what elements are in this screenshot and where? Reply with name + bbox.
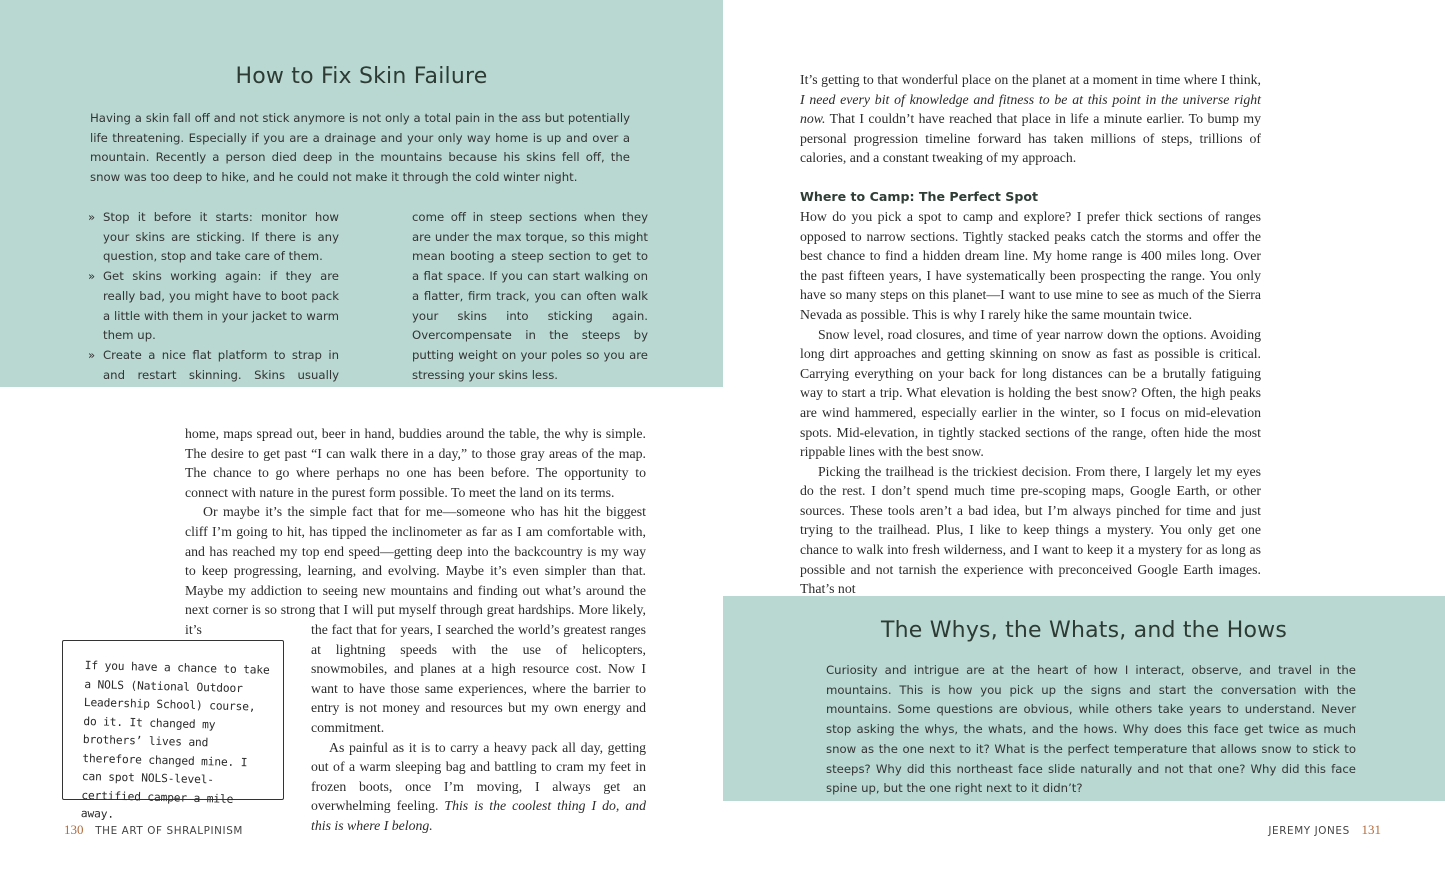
body-paragraph: home, maps spread out, beer in hand, buddies around the table, the why is simple. The desire to get past “I can walk there in a day,” to those gray areas of the map. The chance to go where perhaps no one has been before. The opportunity to connect with nature in the purest form possible. To meet the land on its terms. [185, 426, 646, 500]
whys-sidebar [723, 596, 1445, 801]
body-paragraph: How do you pick a spot to camp and explore? I prefer thick sections of ranges opposed to narrow sections. Tightly stacked peaks catch the storms and offer the best chance to find a hidden dream line. My home range is 400 miles long. Over the past fifteen years, I have systematically been prospecting the range. You only have so many steps on this planet—I want to use mine to see as much of the Sierra Nevada as possible. This is why I rarely hike the same mountain twice. [800, 208, 1261, 322]
left-body-wrap-text [311, 620, 646, 836]
skin-failure-sidebar [0, 0, 723, 387]
bullet-icon: » [88, 347, 96, 362]
running-head: THE ART OF SHRALPINISM [95, 825, 243, 837]
sidebar-text: Curiosity and intrigue are at the heart of how I interact, observe, and travel in the mountains. This is how you pick up the signs and start the conversation with the mountains. Some questions are obvious, while others take years to understand. Never stop asking the whys, the whats, and the hows. Why does this face get twice as much snow as the one next to it? What is the perfect temperature that allows snow to stick to steeps? Why did this northeast face slide naturally and not that one? Why did this face spine up, but the one right next to it didn’t? [826, 663, 1356, 796]
right-page [723, 0, 1445, 878]
page-number: 130 [64, 822, 84, 837]
running-head: JEREMY JONES [1268, 825, 1350, 837]
bullet-icon: » [88, 210, 96, 224]
right-footer [1268, 822, 1381, 838]
handwritten-note [62, 640, 284, 821]
sidebar-intro: Having a skin fall off and not stick anymore is not only a total pain in the ass but potentially life threatening. Especially if you are a drainage and your only way home is up and over a mountain. Recently a person died deep in the mountains because his skins fell off, the snow was too deep to hike, and he could not make it through the cold winter night. [90, 111, 630, 185]
bullet-icon: » [88, 269, 96, 284]
tips-list [88, 208, 648, 385]
section-subhead: Where to Camp: The Perfect Spot [800, 188, 1039, 204]
body-paragraph: Or maybe it’s the simple fact that for me—someone who has hit the biggest cliff I’m going to hit, has tipped the inclinometer as far as I am comfortable with, and has reached my top end speed—getting deep into the backcountry is my way to keep progressing, learning, and evolving. Maybe it’s even simpler than that. Maybe my addiction to seeing new mountains and finding out what’s around the next corner is so strong that I will put myself through great hardships. More likely, it’s [185, 504, 646, 637]
page-number: 131 [1361, 822, 1381, 837]
note-text: If you have a chance to take a NOLS (National Outdoor Leadership School) course, do it. It changed my brothers’ lives and therefore changed mine. I can spot NOLS-level-certified camper a mile away. [80, 658, 270, 821]
right-body-text [800, 70, 1261, 599]
left-footer [64, 822, 243, 838]
list-item: » Stop it before it starts: monitor how your skins are sticking. If there is any question, stop and take care of them. [88, 210, 339, 264]
body-paragraph: the fact that for years, I searched the world’s greatest ranges at lightning speeds with the use of helicopters, snowmobiles, and planes at a high resource cost. Now I want to have those same experiences, where the barrier to entry is not money and resources but my own energy and commitment. [311, 622, 646, 735]
sidebar-title: The Whys, the Whats, and the Hows [881, 618, 1287, 643]
body-paragraph: It’s getting to that wonderful place on the planet at a moment in time where I think, I need every bit of knowledge and fitness to be at this point in the universe right now. That I couldn’t have reached that place in life a minute earlier. To bump my personal progression timeline forward has taken millions of steps, trillions of calories, and a constant tweaking of my approach. [800, 72, 1261, 166]
list-item: » Get skins working again: if they are really bad, you might have to boot pack a little with them in your jacket to warm them up. [88, 269, 339, 343]
list-item: » Create a nice flat platform to strap in and restart skinning. Skins usually come off in steep sections when they are under the max torque, so this might mean booting a steep section to get to a flat space. If you can start walking on a flatter, firm track, you can often walk your skins into sticking again. Overcompensate in the steeps by putting weight on your poles so you are stressing your skins less. [88, 210, 648, 382]
body-paragraph: As painful as it is to carry a heavy pack all day, getting out of a warm sleeping bag and battling to cram my feet in frozen boots, once I’m moving, I always get an overwhelming feeling. This is the coolest thing I do, and this is where I belong. [311, 739, 646, 833]
body-paragraph: Snow level, road closures, and time of year narrow down the options. Avoiding long dirt approaches and getting skinning on snow as fast as possible is critical. Carrying everything on your back for long distances can be a brutally fatiguing way to start a trip. What elevation is holding the best snow? Often, the high peaks are wind hammered, especially earlier in the winter, so I focus on mid-elevation spots. Mid-elevation, in tightly stacked sections of the range, often hide the most rippable lines with the best snow. [800, 326, 1261, 460]
sidebar-title: How to Fix Skin Failure [235, 64, 488, 89]
left-body-text [185, 424, 646, 640]
body-paragraph: Picking the trailhead is the trickiest decision. From there, I largely let my eyes do the rest. I don’t spend much time pre-scoping maps, Google Earth, or other sources. These tools aren’t a bad idea, but I’m always pinched for time and just trying to the trailhead. Plus, I like to keep things a mystery. You only get one chance to walk into fresh wilderness, and I want to keep it a mystery for as long as possible and not tarnish the experience with preconceived Google Earth images. That’s not [800, 463, 1261, 597]
